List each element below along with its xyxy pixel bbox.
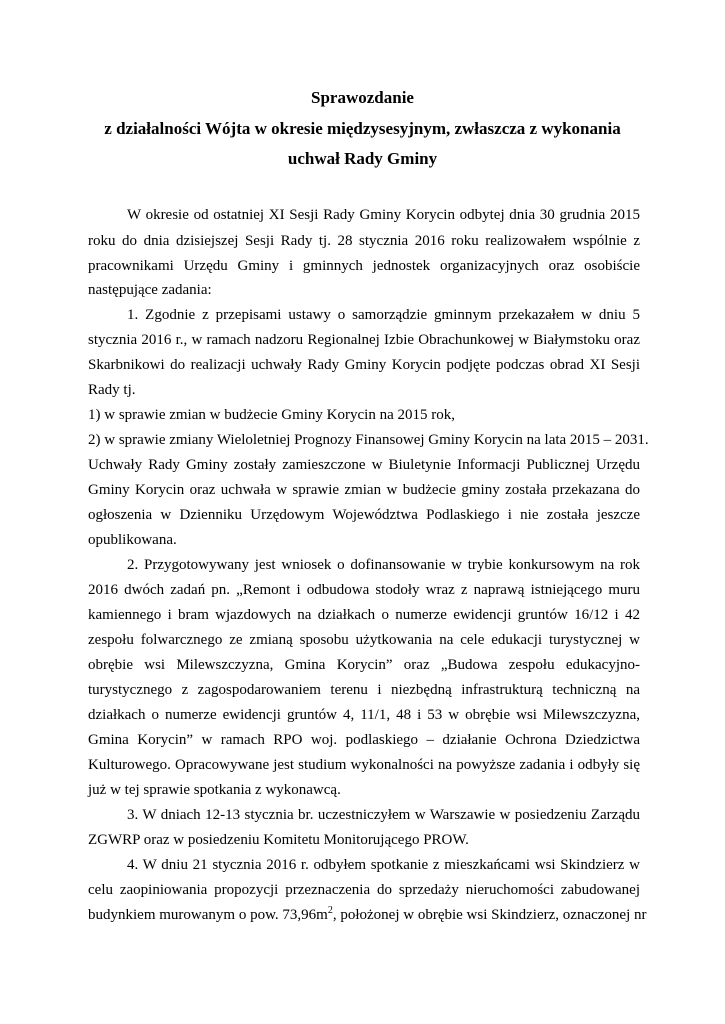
squared-superscript: 2 — [327, 905, 333, 916]
item-2-line: kamiennego i bram wjazdowych na działkach o numerze ewidencji gruntów 16/12 i 42 — [88, 607, 640, 623]
document-subtitle-line-1: z działalności Wójta w okresie międzysesyjnym, zwłaszcza z wykonania — [104, 119, 621, 138]
intro-line: roku do dnia dzisiejszej Sesji Rady tj. 28 stycznia 2016 roku realizowałem wspólnie z — [88, 233, 640, 249]
document-title: Sprawozdanie — [311, 88, 414, 107]
document-subtitle-line-2: uchwał Rady Gminy — [287, 149, 438, 168]
item-1-line: Uchwały Rady Gminy zostały zamieszczone w Biuletynie Informacji Publicznej Urzędu — [88, 457, 640, 473]
item-1-line: ogłoszenia w Dzienniku Urzędowym Województwa Podlaskiego i nie została jeszcze — [88, 507, 640, 523]
item-4-line-start: budynkiem murowanym o pow. 73,96m — [88, 907, 328, 923]
item-1-list-entry: 1) w sprawie zmian w budżecie Gminy Korycin na 2015 rok, — [88, 407, 455, 423]
item-1-line: Gminy Korycin oraz uchwała w sprawie zmian w budżecie gminy została przekazana do — [88, 482, 640, 498]
item-2-line: Kulturowego. Opracowywane jest studium wykonalności na powyższe zadania i odbyły się — [88, 757, 640, 773]
item-2-line: obrębie wsi Milewszczyzna, Gmina Korycin” oraz „Budowa zespołu edukacyjno- — [88, 657, 640, 673]
item-1-line: Rady tj. — [88, 382, 136, 398]
item-2-line: zespołu folwarcznego ze zmianą sposobu użytkowania na cele edukacji turystycznej w — [88, 632, 640, 648]
item-2-line: turystycznego z zagospodarowaniem terenu i niezbędną infrastrukturą techniczną na — [88, 682, 640, 698]
item-2-line: już w tej sprawie spotkania z wykonawcą. — [88, 782, 341, 798]
item-2-line: 2016 dwóch zadań pn. „Remont i odbudowa stodoły wraz z naprawą istniejącego muru — [88, 582, 640, 598]
item-1-list-entry: 2) w sprawie zmiany Wieloletniej Prognozy Finansowej Gminy Korycin na lata 2015 – 2031. — [88, 432, 649, 448]
item-4-line-end: , położonej w obrębie wsi Skindzierz, oznaczonej nr — [332, 907, 647, 923]
item-3-line: ZGWRP oraz w posiedzeniu Komitetu Monitorującego PROW. — [88, 832, 469, 848]
intro-line: następujące zadania: — [88, 282, 212, 298]
item-2-line: 2. Przygotowywany jest wniosek o dofinansowanie w trybie konkursowym na rok — [127, 557, 640, 573]
item-1-line: Skarbnikowi do realizacji uchwały Rady Gminy Korycin podjęte podczas obrad XI Sesji — [88, 357, 640, 373]
intro-line: pracownikami Urzędu Gminy i gminnych jednostek organizacyjnych oraz osobiście — [88, 258, 640, 274]
item-4-line — [88, 905, 647, 925]
item-1-line: opublikowana. — [88, 532, 177, 548]
item-4-line: 4. W dniu 21 stycznia 2016 r. odbyłem spotkanie z mieszkańcami wsi Skindzierz w — [127, 857, 640, 873]
intro-line: W okresie od ostatniej XI Sesji Rady Gminy Korycin odbytej dnia 30 grudnia 2015 — [127, 207, 640, 223]
item-4-line: celu zaopiniowania propozycji przeznaczenia do sprzedaży nieruchomości zabudowanej — [88, 882, 640, 898]
item-1-line: 1. Zgodnie z przepisami ustawy o samorządzie gminnym przekazałem w dniu 5 — [127, 307, 640, 323]
item-1-line: stycznia 2016 r., w ramach nadzoru Regionalnej Izbie Obrachunkowej w Białymstoku oraz — [88, 332, 640, 348]
item-2-line: działkach o numerze ewidencji gruntów 4, 11/1, 48 i 53 w obrębie wsi Milewszczyzna, — [88, 707, 640, 723]
item-2-line: Gmina Korycin” w ramach RPO woj. podlaskiego – działanie Ochrona Dziedzictwa — [88, 732, 640, 748]
item-3-line: 3. W dniach 12-13 stycznia br. uczestniczyłem w Warszawie w posiedzeniu Zarządu — [127, 807, 640, 823]
